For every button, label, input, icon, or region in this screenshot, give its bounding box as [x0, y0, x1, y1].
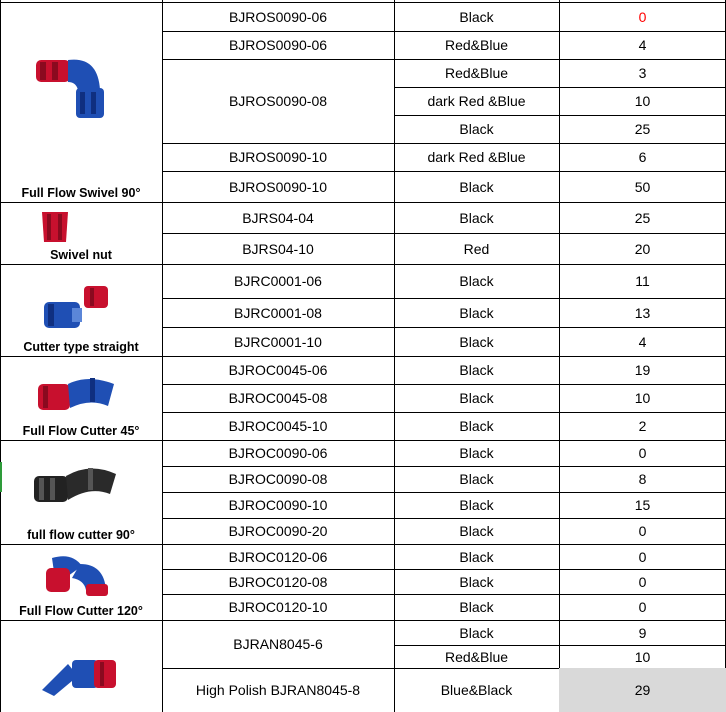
- part-number-cell: [162, 171, 394, 202]
- quantity-cell-text: 10: [634, 648, 651, 665]
- part-number-cell: [162, 384, 394, 412]
- part-number-cell-text: BJROC0045-08: [228, 390, 328, 406]
- part-number-cell-text: BJROS0090-08: [228, 93, 328, 109]
- quantity-cell: [559, 594, 726, 620]
- quantity-cell: [559, 620, 726, 645]
- part-number-cell-text: BJROC0045-10: [228, 418, 328, 434]
- color-cell: [394, 2, 559, 31]
- color-cell-text: Black: [459, 471, 494, 487]
- quantity-cell: [559, 544, 726, 569]
- color-cell-text: Black: [459, 573, 494, 590]
- quantity-cell-text: 29: [634, 682, 651, 698]
- quantity-cell: [559, 264, 726, 298]
- color-cell: [394, 171, 559, 202]
- quantity-cell-text: 10: [634, 390, 651, 406]
- quantity-cell-text: 25: [634, 121, 651, 137]
- part-number-cell: [162, 518, 394, 544]
- color-cell: [394, 233, 559, 264]
- color-cell: [394, 620, 559, 645]
- quantity-cell: [559, 466, 726, 492]
- part-number-cell: [162, 202, 394, 233]
- part-number-cell-text: BJROC0120-10: [228, 599, 328, 615]
- quantity-cell: [559, 668, 726, 712]
- part-number-cell: [162, 620, 394, 668]
- part-number-cell: [162, 264, 394, 298]
- color-cell-text: Black: [459, 445, 494, 461]
- color-cell-text: Black: [459, 273, 494, 289]
- part-number-cell: [162, 544, 394, 569]
- color-cell-text: Red&Blue: [444, 65, 509, 81]
- color-cell: [394, 59, 559, 87]
- color-cell-text: Black: [459, 497, 494, 513]
- quantity-cell-text: 0: [638, 8, 647, 25]
- color-cell-text: Red: [463, 240, 490, 257]
- color-cell-text: dark Red &Blue: [427, 93, 526, 109]
- color-cell: [394, 569, 559, 594]
- color-cell: [394, 492, 559, 518]
- color-cell-text: Black: [459, 304, 494, 321]
- part-number-cell: [162, 31, 394, 59]
- color-cell: [394, 440, 559, 466]
- quantity-cell-text: 25: [634, 209, 651, 226]
- color-cell: [394, 466, 559, 492]
- quantity-cell: [559, 202, 726, 233]
- part-number-cell: [162, 143, 394, 171]
- quantity-cell-text: 6: [638, 149, 647, 165]
- cell-marker: [0, 462, 2, 492]
- part-number-cell-text: BJROS0090-06: [228, 37, 328, 53]
- part-number-cell: [162, 492, 394, 518]
- quantity-cell: [559, 2, 726, 31]
- color-cell: [394, 202, 559, 233]
- part-number-cell-text: BJROC0120-08: [228, 573, 328, 590]
- part-number-cell-text: BJROS0090-10: [228, 178, 328, 195]
- part-number-cell-text: BJROC0090-10: [228, 497, 328, 513]
- part-number-cell-text: BJRS04-04: [242, 209, 314, 226]
- color-cell: [394, 518, 559, 544]
- quantity-cell: [559, 492, 726, 518]
- part-number-cell: [162, 668, 394, 712]
- color-cell-text: Black: [459, 333, 494, 350]
- color-cell: [394, 115, 559, 143]
- part-number-cell-text: BJROC0120-06: [228, 548, 328, 565]
- quantity-cell: [559, 327, 726, 356]
- color-cell: [394, 143, 559, 171]
- part-number-cell: [162, 412, 394, 440]
- quantity-cell-text: 2: [638, 418, 647, 434]
- quantity-cell: [559, 143, 726, 171]
- quantity-cell-text: 0: [638, 523, 647, 539]
- part-number-cell: [162, 569, 394, 594]
- quantity-cell-text: 4: [638, 37, 647, 53]
- color-cell-text: Black: [459, 209, 494, 226]
- color-cell-text: Red&Blue: [444, 648, 509, 665]
- color-cell-text: Blue&Black: [440, 682, 513, 698]
- quantity-cell-text: 9: [638, 624, 647, 641]
- quantity-cell-text: 3: [638, 65, 647, 81]
- color-cell-text: Black: [459, 362, 494, 378]
- part-number-cell: [162, 327, 394, 356]
- color-cell: [394, 384, 559, 412]
- color-cell: [394, 544, 559, 569]
- quantity-cell: [559, 31, 726, 59]
- quantity-cell: [559, 440, 726, 466]
- color-cell-text: dark Red &Blue: [427, 149, 526, 165]
- part-number-cell-text: BJROS0090-06: [228, 8, 328, 25]
- color-cell-text: Black: [459, 390, 494, 406]
- quantity-cell-text: 19: [634, 362, 651, 378]
- color-cell-text: Red&Blue: [444, 37, 509, 53]
- quantity-cell-text: 20: [634, 240, 651, 257]
- product-name: full flow cutter 90°: [27, 528, 135, 542]
- color-cell-text: Black: [459, 121, 494, 137]
- color-cell-text: Black: [459, 624, 494, 641]
- color-cell-text: Black: [459, 523, 494, 539]
- product-name: Full Flow Cutter 45°: [22, 424, 140, 438]
- product-name: Full Flow Swivel 90°: [21, 186, 141, 200]
- product-name: Swivel nut: [50, 248, 112, 262]
- quantity-cell-text: 8: [638, 471, 647, 487]
- part-number-cell-text: BJRS04-10: [242, 240, 314, 257]
- part-number-cell-text: BJROC0090-20: [228, 523, 328, 539]
- color-cell: [394, 87, 559, 115]
- color-cell: [394, 356, 559, 384]
- quantity-cell: [559, 298, 726, 327]
- quantity-cell: [559, 87, 726, 115]
- quantity-cell-text: 10: [634, 93, 651, 109]
- color-cell-text: Black: [459, 548, 494, 565]
- part-number-cell: [162, 59, 394, 143]
- color-cell-text: Black: [459, 599, 494, 615]
- quantity-cell: [559, 518, 726, 544]
- color-cell-text: Black: [459, 8, 494, 25]
- part-number-cell: [162, 233, 394, 264]
- quantity-cell: [559, 171, 726, 202]
- quantity-cell: [559, 569, 726, 594]
- part-number-cell-text: BJROC0045-06: [228, 362, 328, 378]
- quantity-cell: [559, 645, 726, 668]
- color-cell-text: Black: [459, 178, 494, 195]
- color-cell: [394, 327, 559, 356]
- part-number-cell: [162, 356, 394, 384]
- quantity-cell: [559, 59, 726, 87]
- part-number-cell-text: BJRC0001-08: [234, 304, 322, 321]
- quantity-cell: [559, 384, 726, 412]
- quantity-cell: [559, 115, 726, 143]
- quantity-cell-text: 0: [638, 445, 647, 461]
- part-number-cell-text: BJRAN8045-6: [233, 636, 323, 652]
- quantity-cell: [559, 233, 726, 264]
- color-cell: [394, 31, 559, 59]
- part-number-cell-text: BJRC0001-10: [234, 333, 322, 350]
- quantity-cell-text: 4: [638, 333, 647, 350]
- part-number-cell: [162, 440, 394, 466]
- color-cell: [394, 668, 559, 712]
- part-number-cell-text: BJROC0090-08: [228, 471, 328, 487]
- quantity-cell: [559, 356, 726, 384]
- part-number-cell: [162, 2, 394, 31]
- part-number-cell-text: BJROS0090-10: [228, 149, 328, 165]
- color-cell: [394, 298, 559, 327]
- color-cell: [394, 264, 559, 298]
- product-name: Cutter type straight: [23, 340, 139, 354]
- part-number-cell: [162, 594, 394, 620]
- color-cell: [394, 412, 559, 440]
- color-cell: [394, 645, 559, 668]
- part-number-cell: [162, 466, 394, 492]
- quantity-cell: [559, 412, 726, 440]
- quantity-cell-text: 11: [635, 273, 650, 289]
- quantity-cell-text: 0: [638, 573, 647, 590]
- part-number-cell-text: BJROC0090-06: [228, 445, 328, 461]
- product-name: Full Flow Cutter 120°: [19, 604, 143, 618]
- quantity-cell-text: 13: [634, 304, 651, 321]
- quantity-cell-text: 15: [634, 497, 651, 513]
- part-number-cell-text: High Polish BJRAN8045-8: [195, 682, 361, 698]
- quantity-cell-text: 0: [638, 548, 647, 565]
- quantity-cell-text: 0: [638, 599, 647, 615]
- part-number-cell: [162, 298, 394, 327]
- color-cell: [394, 594, 559, 620]
- color-cell-text: Black: [459, 418, 494, 434]
- part-number-cell-text: BJRC0001-06: [234, 273, 322, 289]
- quantity-cell-text: 50: [634, 178, 651, 195]
